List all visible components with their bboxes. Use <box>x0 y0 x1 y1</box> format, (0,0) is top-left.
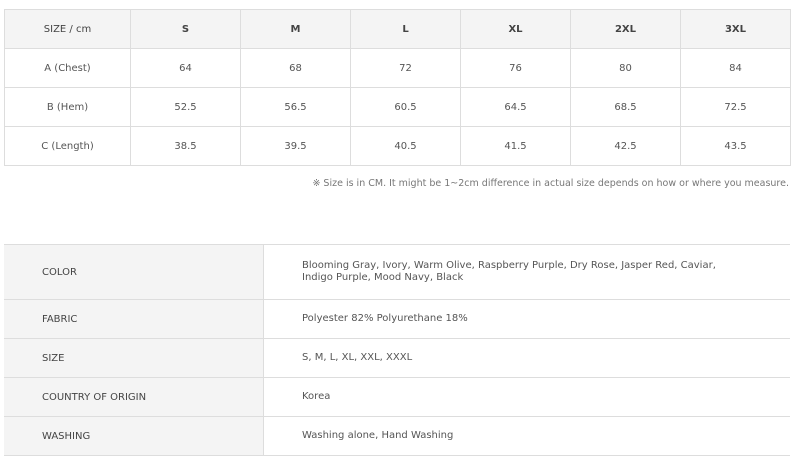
info-value-origin: Korea <box>264 378 791 417</box>
table-row <box>4 245 790 300</box>
table-cell: 41.5 <box>461 127 571 166</box>
table-cell: 52.5 <box>131 88 241 127</box>
info-value-fabric: Polyester 82% Polyurethane 18% <box>264 300 791 339</box>
table-row <box>5 127 791 166</box>
info-value-color: Blooming Gray, Ivory, Warm Olive, Raspberry Purple, Dry Rose, Jasper Red, Caviar, Indigo Purple, Mood Navy, Black <box>264 245 791 300</box>
table-row <box>4 417 790 456</box>
size-chart-header-cell: 3XL <box>681 10 791 49</box>
size-chart-header-cell: XL <box>461 10 571 49</box>
table-cell: 56.5 <box>241 88 351 127</box>
table-cell: 64.5 <box>461 88 571 127</box>
table-cell: 84 <box>681 49 791 88</box>
table-row <box>4 300 790 339</box>
info-label-washing: WASHING <box>4 417 264 456</box>
row-label: B (Hem) <box>5 88 131 127</box>
info-label-fabric: FABRIC <box>4 300 264 339</box>
table-cell: 40.5 <box>351 127 461 166</box>
row-label: C (Length) <box>5 127 131 166</box>
info-value-size: S, M, L, XL, XXL, XXXL <box>264 339 791 378</box>
size-chart-header-cell: L <box>351 10 461 49</box>
info-label-color: COLOR <box>4 245 264 300</box>
table-cell: 43.5 <box>681 127 791 166</box>
table-cell: 80 <box>571 49 681 88</box>
table-row <box>5 49 791 88</box>
product-info-table <box>4 244 790 456</box>
table-row <box>4 339 790 378</box>
table-cell: 68 <box>241 49 351 88</box>
table-cell: 72 <box>351 49 461 88</box>
table-cell: 60.5 <box>351 88 461 127</box>
table-row <box>4 378 790 417</box>
size-chart-table <box>4 9 791 166</box>
size-chart-header-cell: SIZE / cm <box>5 10 131 49</box>
info-value-washing: Washing alone, Hand Washing <box>264 417 791 456</box>
size-chart-header-cell: S <box>131 10 241 49</box>
info-label-size: SIZE <box>4 339 264 378</box>
table-cell: 42.5 <box>571 127 681 166</box>
table-cell: 72.5 <box>681 88 791 127</box>
table-cell: 38.5 <box>131 127 241 166</box>
size-chart-header-cell: M <box>241 10 351 49</box>
table-cell: 68.5 <box>571 88 681 127</box>
size-note: ※ Size is in CM. It might be 1~2cm difference in actual size depends on how or where you measure. <box>312 178 789 189</box>
table-cell: 39.5 <box>241 127 351 166</box>
size-chart-header-cell: 2XL <box>571 10 681 49</box>
table-cell: 64 <box>131 49 241 88</box>
table-row <box>5 88 791 127</box>
size-chart-header-row <box>5 10 791 49</box>
row-label: A (Chest) <box>5 49 131 88</box>
info-label-origin: COUNTRY OF ORIGIN <box>4 378 264 417</box>
table-cell: 76 <box>461 49 571 88</box>
